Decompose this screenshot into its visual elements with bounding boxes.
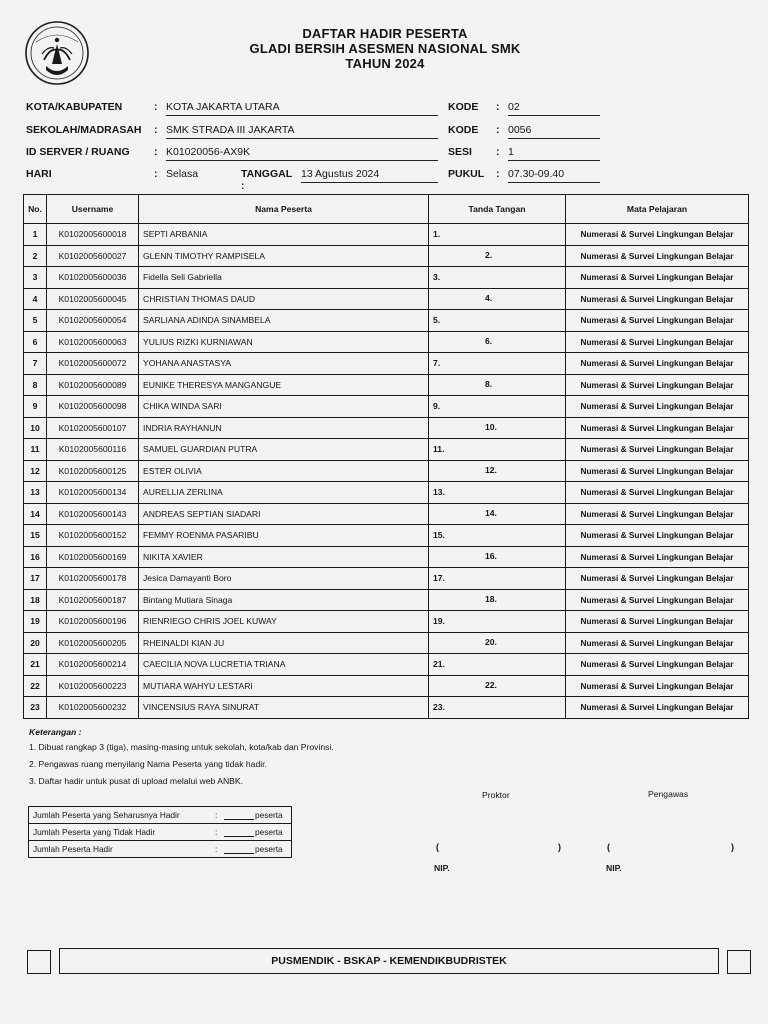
table-header-row (24, 195, 749, 224)
row-subject: Numerasi & Survei Lingkungan Belajar (566, 224, 749, 246)
row-username: K0102005600054 (47, 310, 139, 332)
row-subject: Numerasi & Survei Lingkungan Belajar (566, 611, 749, 633)
row-number: 11 (24, 439, 47, 461)
row-signature-cell[interactable] (429, 654, 566, 676)
row-number: 2 (24, 245, 47, 267)
colon: : (496, 124, 500, 136)
signature-number: 20. (485, 636, 497, 647)
row-username: K0102005600089 (47, 374, 139, 396)
title-line-1: DAFTAR HADIR PESERTA (302, 26, 468, 41)
row-signature-cell[interactable] (429, 546, 566, 568)
summary-colon: : (215, 810, 218, 820)
row-subject: Numerasi & Survei Lingkungan Belajar (566, 546, 749, 568)
row-participant-name: Fidella Seli Gabriella (139, 267, 429, 289)
signature-number: 8. (485, 378, 493, 389)
proktor-close-paren: ) (558, 842, 561, 852)
row-participant-name: CHIKA WINDA SARI (139, 396, 429, 418)
row-number: 10 (24, 417, 47, 439)
row-participant-name: ANDREAS SEPTIAN SIADARI (139, 503, 429, 525)
row-signature-cell[interactable] (429, 245, 566, 267)
row-participant-name: VINCENSIUS RAYA SINURAT (139, 697, 429, 719)
summary-blank-field[interactable] (224, 836, 254, 837)
row-number: 1 (24, 224, 47, 246)
row-signature-cell[interactable] (429, 675, 566, 697)
sekolah-label: SEKOLAH/MADRASAH (26, 124, 142, 136)
row-number: 15 (24, 525, 47, 547)
table-row (24, 525, 749, 547)
row-signature-cell[interactable] (429, 568, 566, 590)
row-participant-name: NIKITA XAVIER (139, 546, 429, 568)
row-subject: Numerasi & Survei Lingkungan Belajar (566, 439, 749, 461)
summary-unit: peserta (255, 810, 283, 820)
proktor-open-paren: ( (436, 842, 439, 852)
note-item: 2. Pengawas ruang menyilang Nama Peserta yang tidak hadir. (29, 759, 267, 769)
row-subject: Numerasi & Survei Lingkungan Belajar (566, 267, 749, 289)
row-subject: Numerasi & Survei Lingkungan Belajar (566, 503, 749, 525)
table-row (24, 288, 749, 310)
row-participant-name: YOHANA ANASTASYA (139, 353, 429, 375)
row-number: 18 (24, 589, 47, 611)
row-username: K0102005600045 (47, 288, 139, 310)
colon: : (496, 101, 500, 113)
row-username: K0102005600134 (47, 482, 139, 504)
colon: : (496, 146, 500, 158)
row-username: K0102005600018 (47, 224, 139, 246)
row-signature-cell[interactable] (429, 310, 566, 332)
summary-colon: : (215, 827, 218, 837)
row-signature-cell[interactable] (429, 353, 566, 375)
table-row (24, 675, 749, 697)
server-value: K01020056-AX9K (166, 146, 438, 161)
signature-number: 17. (433, 573, 445, 583)
attendance-summary-box (28, 806, 292, 858)
row-participant-name: Jesica Damayanti Boro (139, 568, 429, 590)
proktor-label: Proktor (482, 790, 510, 800)
row-subject: Numerasi & Survei Lingkungan Belajar (566, 568, 749, 590)
attendance-table (23, 194, 749, 719)
row-number: 23 (24, 697, 47, 719)
row-username: K0102005600152 (47, 525, 139, 547)
tanggal-value: 13 Agustus 2024 (301, 168, 438, 183)
row-signature-cell[interactable] (429, 439, 566, 461)
row-username: K0102005600205 (47, 632, 139, 654)
kota-label: KOTA/KABUPATEN (26, 101, 123, 113)
row-participant-name: Bintang Mutiara Sinaga (139, 589, 429, 611)
hari-label: HARI (26, 168, 52, 180)
pengawas-nip: NIP. (606, 863, 622, 873)
table-row (24, 589, 749, 611)
summary-unit: peserta (255, 827, 283, 837)
proktor-nip: NIP. (434, 863, 450, 873)
row-username: K0102005600169 (47, 546, 139, 568)
row-signature-cell[interactable] (429, 503, 566, 525)
summary-blank-field[interactable] (224, 853, 254, 854)
sekolah-value: SMK STRADA III JAKARTA (166, 124, 438, 139)
row-signature-cell[interactable] (429, 224, 566, 246)
row-username: K0102005600125 (47, 460, 139, 482)
table-row (24, 267, 749, 289)
row-number: 16 (24, 546, 47, 568)
notes-title: Keterangan : (29, 727, 82, 737)
row-username: K0102005600143 (47, 503, 139, 525)
colon: : (154, 168, 158, 180)
row-subject: Numerasi & Survei Lingkungan Belajar (566, 589, 749, 611)
table-row (24, 482, 749, 504)
row-participant-name: AURELLIA ZERLINA (139, 482, 429, 504)
signature-number: 11. (433, 444, 445, 454)
row-subject: Numerasi & Survei Lingkungan Belajar (566, 525, 749, 547)
document-title (200, 26, 570, 71)
row-signature-cell[interactable] (429, 589, 566, 611)
row-participant-name: FEMMY ROENMA PASARIBU (139, 525, 429, 547)
pukul-label: PUKUL (448, 168, 485, 180)
title-line-3: TAHUN 2024 (345, 56, 425, 71)
table-row (24, 568, 749, 590)
table-row (24, 697, 749, 719)
row-subject: Numerasi & Survei Lingkungan Belajar (566, 654, 749, 676)
pukul-value: 07.30-09.40 (508, 168, 600, 183)
summary-unit: peserta (255, 844, 283, 854)
row-number: 22 (24, 675, 47, 697)
row-participant-name: CHRISTIAN THOMAS DAUD (139, 288, 429, 310)
row-username: K0102005600178 (47, 568, 139, 590)
signature-number: 13. (433, 487, 445, 497)
signature-number: 14. (485, 507, 497, 518)
row-signature-cell[interactable] (429, 697, 566, 719)
kode2-label: KODE (448, 124, 479, 136)
kode2-value: 0056 (508, 124, 600, 139)
colon: : (154, 124, 158, 136)
signature-number: 7. (433, 358, 441, 368)
row-participant-name: CAECILIA NOVA LUCRETIA TRIANA (139, 654, 429, 676)
row-signature-cell[interactable] (429, 396, 566, 418)
row-subject: Numerasi & Survei Lingkungan Belajar (566, 245, 749, 267)
row-subject: Numerasi & Survei Lingkungan Belajar (566, 374, 749, 396)
row-participant-name: INDRIA RAYHANUN (139, 417, 429, 439)
row-subject: Numerasi & Survei Lingkungan Belajar (566, 697, 749, 719)
row-signature-cell[interactable] (429, 525, 566, 547)
row-number: 19 (24, 611, 47, 633)
table-row (24, 460, 749, 482)
row-participant-name: SEPTI ARBANIA (139, 224, 429, 246)
table-row (24, 632, 749, 654)
table-row (24, 439, 749, 461)
signature-number: 9. (433, 401, 441, 411)
summary-row-absent (29, 824, 291, 841)
row-number: 13 (24, 482, 47, 504)
summary-row-present (29, 841, 291, 857)
colon: : (154, 101, 158, 113)
row-signature-cell[interactable] (429, 482, 566, 504)
row-participant-name: ESTER OLIVIA (139, 460, 429, 482)
row-participant-name: SAMUEL GUARDIAN PUTRA (139, 439, 429, 461)
row-subject: Numerasi & Survei Lingkungan Belajar (566, 331, 749, 353)
signature-number: 22. (485, 679, 497, 690)
row-number: 21 (24, 654, 47, 676)
row-subject: Numerasi & Survei Lingkungan Belajar (566, 675, 749, 697)
tanggal-label: TANGGAL : (241, 168, 292, 192)
row-username: K0102005600036 (47, 267, 139, 289)
row-username: K0102005600107 (47, 417, 139, 439)
row-username: K0102005600116 (47, 439, 139, 461)
summary-row-expected (29, 807, 291, 824)
row-participant-name: YULIUS RIZKI KURNIAWAN (139, 331, 429, 353)
server-label: ID SERVER / RUANG (26, 146, 130, 158)
header-no: No. (24, 195, 47, 224)
row-number: 5 (24, 310, 47, 332)
row-subject: Numerasi & Survei Lingkungan Belajar (566, 482, 749, 504)
row-username: K0102005600223 (47, 675, 139, 697)
row-number: 7 (24, 353, 47, 375)
row-number: 6 (24, 331, 47, 353)
row-number: 17 (24, 568, 47, 590)
table-row (24, 224, 749, 246)
row-signature-cell[interactable] (429, 267, 566, 289)
row-number: 9 (24, 396, 47, 418)
row-signature-cell[interactable] (429, 611, 566, 633)
signature-number: 3. (433, 272, 441, 282)
header-tanda-tangan: Tanda Tangan (429, 195, 566, 224)
pengawas-close-paren: ) (731, 842, 734, 852)
summary-colon: : (215, 844, 218, 854)
signature-number: 10. (485, 421, 497, 432)
table-row (24, 417, 749, 439)
kota-value: KOTA JAKARTA UTARA (166, 101, 438, 116)
pengawas-label: Pengawas (648, 789, 689, 799)
colon: : (496, 168, 500, 180)
title-line-2: GLADI BERSIH ASESMEN NASIONAL SMK (249, 41, 521, 56)
signature-number: 4. (485, 292, 493, 303)
row-number: 3 (24, 267, 47, 289)
table-row (24, 546, 749, 568)
kode1-label: KODE (448, 101, 479, 113)
row-number: 12 (24, 460, 47, 482)
header-nama-peserta: Nama Peserta (139, 195, 429, 224)
summary-label: Jumlah Peserta yang Tidak Hadir (33, 827, 156, 837)
footer-left-box (27, 950, 51, 974)
row-participant-name: RHEINALDI KIAN JU (139, 632, 429, 654)
row-subject: Numerasi & Survei Lingkungan Belajar (566, 632, 749, 654)
colon: : (154, 146, 158, 158)
row-number: 4 (24, 288, 47, 310)
row-participant-name: SARLIANA ADINDA SINAMBELA (139, 310, 429, 332)
summary-blank-field[interactable] (224, 819, 254, 820)
pengawas-open-paren: ( (607, 842, 610, 852)
footer-right-box (727, 950, 751, 974)
row-signature-cell[interactable] (429, 417, 566, 439)
emblem-icon (22, 20, 92, 86)
row-signature-cell[interactable] (429, 288, 566, 310)
row-signature-cell[interactable] (429, 331, 566, 353)
table-row (24, 396, 749, 418)
signature-number: 12. (485, 464, 497, 475)
signature-number: 1. (433, 229, 441, 239)
row-subject: Numerasi & Survei Lingkungan Belajar (566, 353, 749, 375)
summary-label: Jumlah Peserta yang Seharusnya Hadir (33, 810, 180, 820)
row-participant-name: EUNIKE THERESYA MANGANGUE (139, 374, 429, 396)
row-participant-name: RIENRIEGO CHRIS JOEL KUWAY (139, 611, 429, 633)
row-username: K0102005600063 (47, 331, 139, 353)
notes-section (29, 727, 334, 793)
header-mata-pelajaran: Mata Pelajaran (566, 195, 749, 224)
row-participant-name: GLENN TIMOTHY RAMPISELA (139, 245, 429, 267)
note-item: 1. Dibuat rangkap 3 (tiga), masing-masing untuk sekolah, kota/kab dan Provinsi. (29, 742, 334, 752)
row-signature-cell[interactable] (429, 632, 566, 654)
header-username: Username (47, 195, 139, 224)
signature-number: 16. (485, 550, 497, 561)
row-signature-cell[interactable] (429, 374, 566, 396)
tut-wuri-handayani-logo (22, 20, 92, 86)
kode1-value: 02 (508, 101, 600, 116)
signature-number: 21. (433, 659, 445, 669)
table-row (24, 503, 749, 525)
signature-number: 15. (433, 530, 445, 540)
table-row (24, 374, 749, 396)
signature-number: 2. (485, 249, 493, 260)
row-subject: Numerasi & Survei Lingkungan Belajar (566, 460, 749, 482)
row-number: 14 (24, 503, 47, 525)
signature-number: 18. (485, 593, 497, 604)
table-body (24, 224, 749, 719)
signature-number: 23. (433, 702, 445, 712)
hari-value: Selasa (166, 168, 199, 180)
row-username: K0102005600072 (47, 353, 139, 375)
table-row (24, 654, 749, 676)
row-username: K0102005600187 (47, 589, 139, 611)
signature-number: 19. (433, 616, 445, 626)
sesi-label: SESI (448, 146, 472, 158)
row-username: K0102005600232 (47, 697, 139, 719)
row-number: 20 (24, 632, 47, 654)
table-row (24, 245, 749, 267)
table-row (24, 331, 749, 353)
row-participant-name: MUTIARA WAHYU LESTARI (139, 675, 429, 697)
table-row (24, 310, 749, 332)
footer-banner: PUSMENDIK - BSKAP - KEMENDIKBUDRISTEK (59, 948, 719, 974)
row-username: K0102005600098 (47, 396, 139, 418)
row-number: 8 (24, 374, 47, 396)
signature-number: 5. (433, 315, 441, 325)
row-subject: Numerasi & Survei Lingkungan Belajar (566, 396, 749, 418)
table-row (24, 353, 749, 375)
row-username: K0102005600027 (47, 245, 139, 267)
row-username: K0102005600196 (47, 611, 139, 633)
summary-label: Jumlah Peserta Hadir (33, 844, 113, 854)
sesi-value: 1 (508, 146, 600, 161)
note-item: 3. Daftar hadir untuk pusat di upload melalui web ANBK. (29, 776, 244, 786)
table-row (24, 611, 749, 633)
row-subject: Numerasi & Survei Lingkungan Belajar (566, 288, 749, 310)
row-username: K0102005600214 (47, 654, 139, 676)
row-subject: Numerasi & Survei Lingkungan Belajar (566, 310, 749, 332)
row-subject: Numerasi & Survei Lingkungan Belajar (566, 417, 749, 439)
row-signature-cell[interactable] (429, 460, 566, 482)
signature-number: 6. (485, 335, 493, 346)
